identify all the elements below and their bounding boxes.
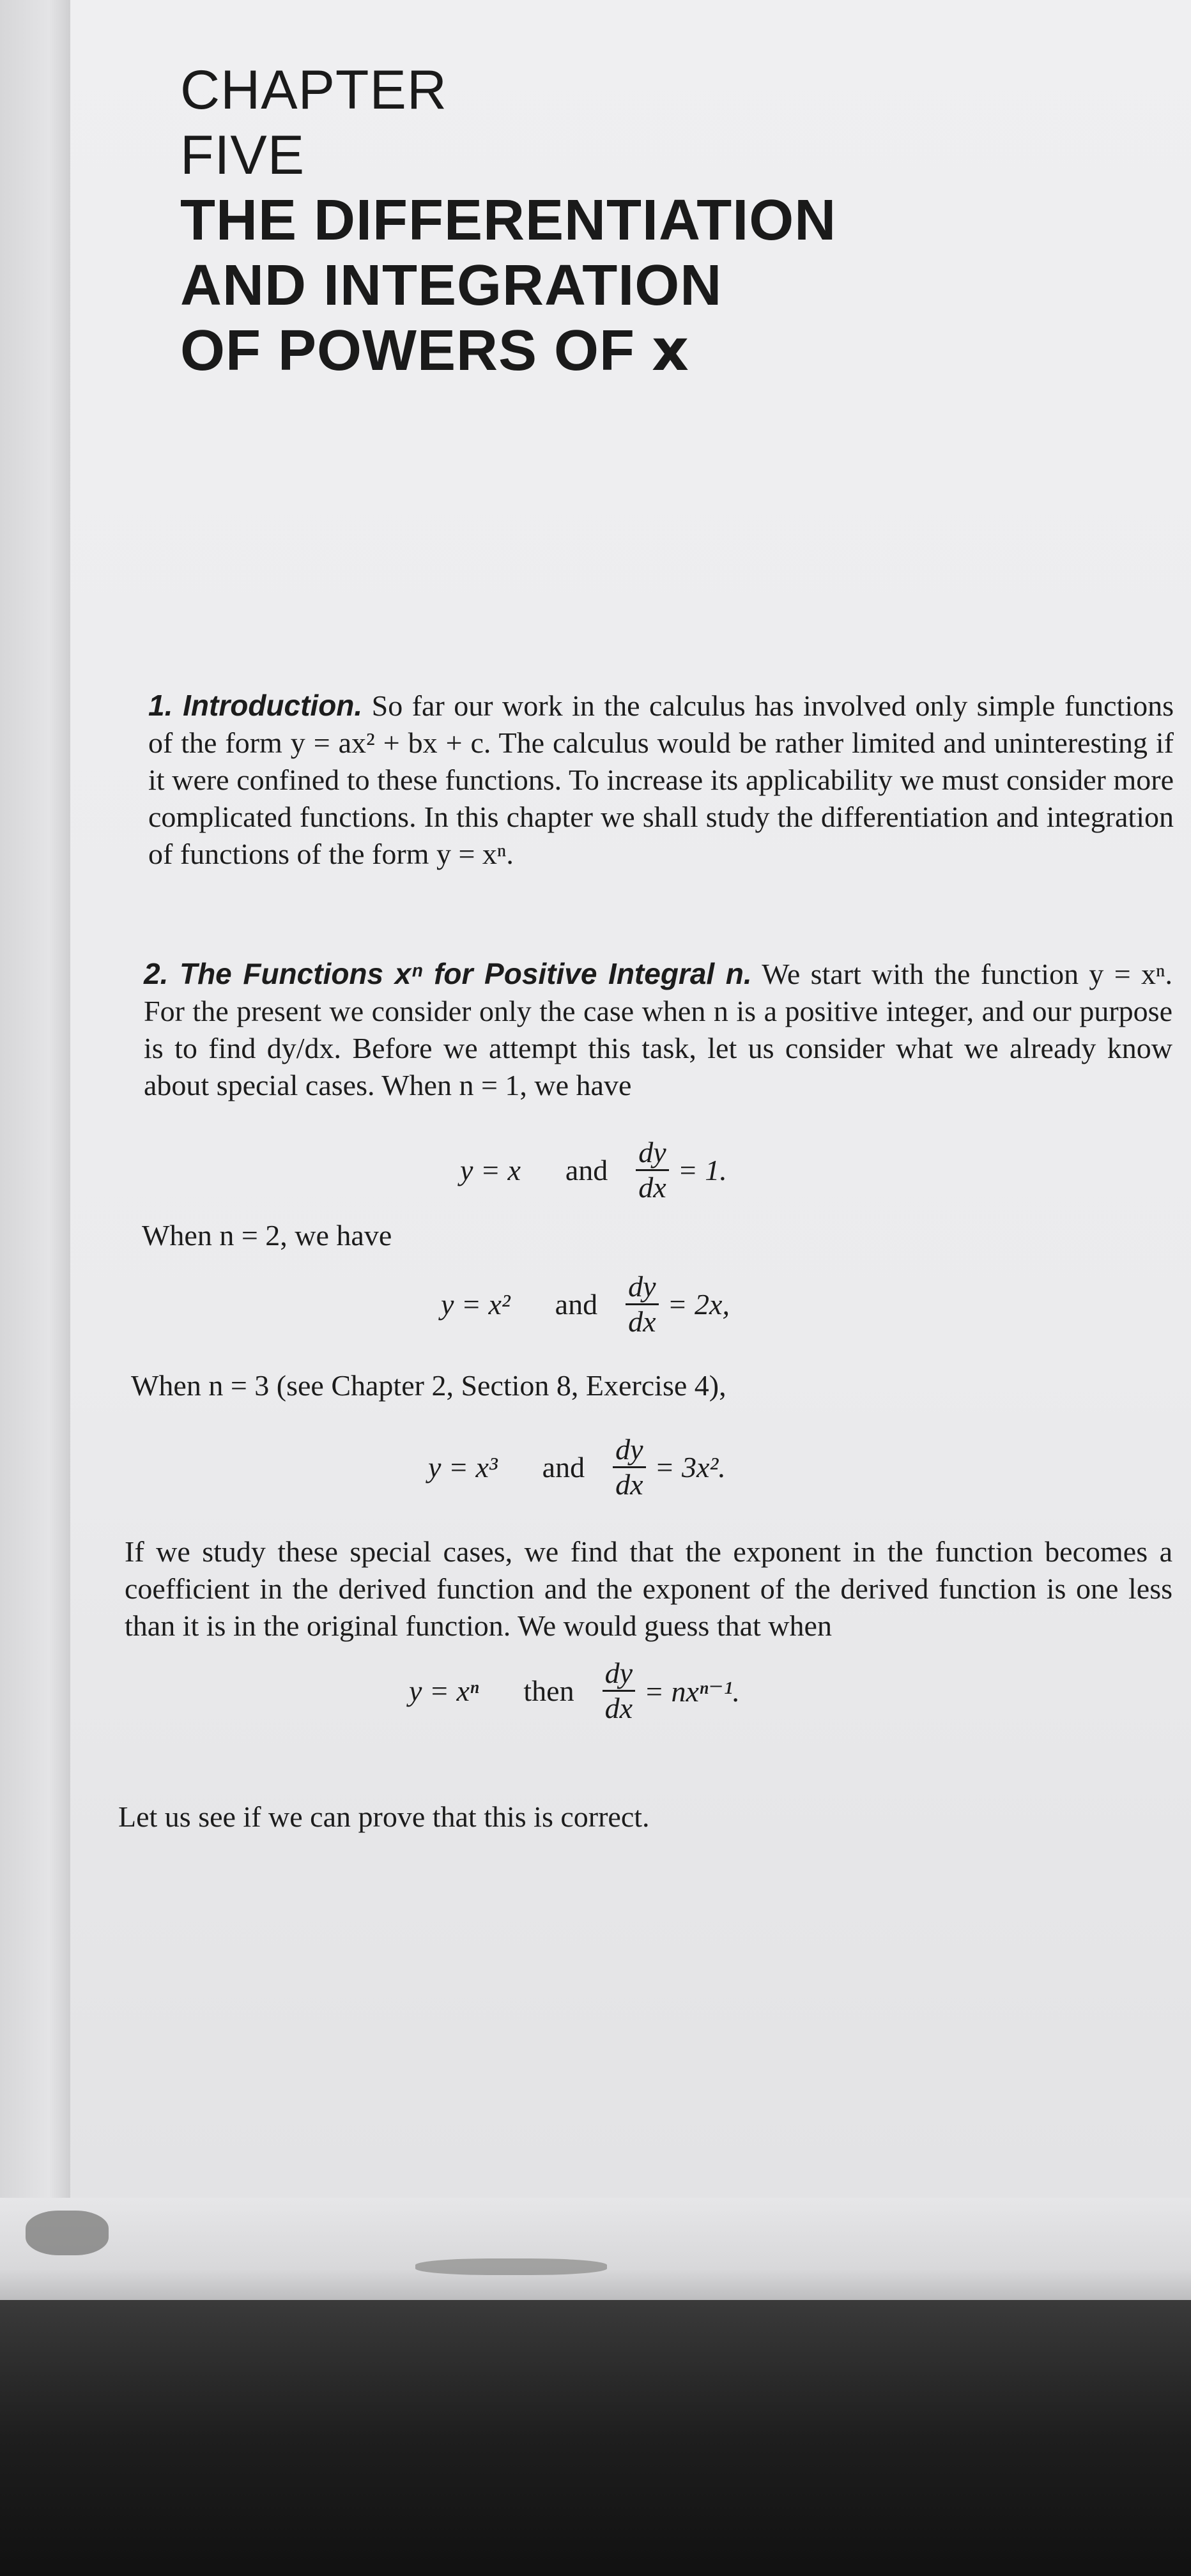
text-special-cases: If we study these special cases, we find that the exponent in the function becomes a coefficient in the derived function and the exponent of the derived function is one less than it is in the original function. We would guess that when <box>125 1535 1172 1642</box>
fraction-denominator: dx <box>638 1171 666 1204</box>
equation-lhs: y = x² <box>441 1288 511 1321</box>
chapter-title-line-1: THE DIFFERENTIATION <box>180 188 837 252</box>
page-smudge-1 <box>26 2211 109 2255</box>
section-2-body: We start with the function y = xⁿ. For the present we consider only the case when n is a positive integer, and our purpose is to find dy/dx. Before we attempt this task, let us consider what we already know about special cases. When n = 1, we have <box>144 958 1172 1101</box>
fraction-denominator: dx <box>628 1305 656 1338</box>
text-prove: Let us see if we can prove that this is correct. <box>118 1800 650 1833</box>
fraction-numerator: dy <box>603 1658 635 1692</box>
equation-n1 <box>460 1137 727 1203</box>
derivative-fraction <box>613 1434 645 1500</box>
background-surface <box>0 2300 1191 2576</box>
equation-lhs: y = xⁿ <box>409 1675 479 1707</box>
equation-rhs: = 1. <box>677 1154 727 1186</box>
chapter-title-line-3-text: OF POWERS OF <box>180 319 636 383</box>
chapter-title-variable: x <box>652 317 690 384</box>
equation-n2 <box>441 1271 730 1337</box>
section-introduction <box>148 687 1174 873</box>
equation-connector: and <box>542 1451 585 1483</box>
fraction-numerator: dy <box>613 1434 645 1468</box>
equation-connector: and <box>565 1154 608 1186</box>
equation-general <box>409 1658 740 1724</box>
page-bottom-edge <box>0 2198 1191 2300</box>
derivative-fraction <box>626 1271 658 1337</box>
fraction-denominator: dx <box>615 1468 643 1501</box>
derivative-fraction <box>636 1137 668 1203</box>
equation-n3 <box>428 1434 726 1500</box>
text-when-n3: When n = 3 (see Chapter 2, Section 8, Exercise 4), <box>131 1369 726 1402</box>
chapter-heading <box>180 57 836 383</box>
chapter-number: FIVE <box>180 125 305 186</box>
chapter-title-line-3 <box>180 318 836 383</box>
derivative-fraction <box>603 1658 635 1724</box>
text-when-n2: When n = 2, we have <box>142 1219 392 1252</box>
equation-connector: then <box>523 1675 574 1707</box>
equation-lhs: y = x³ <box>428 1451 498 1483</box>
fraction-numerator: dy <box>626 1271 658 1305</box>
section-1-body: So far our work in the calculus has involved only simple functions of the form y = ax² + bx + c. The calculus would be rather limited and uninteresting if it were confined to these functions. To increase its applicability we must consider more complicated functions. In this chapter we shall study the differentiation and integration of functions of the form y = xⁿ. <box>148 689 1174 870</box>
fraction-denominator: dx <box>604 1692 633 1724</box>
equation-lhs: y = x <box>460 1154 521 1186</box>
section-functions-xn <box>144 955 1172 1104</box>
equation-rhs: = nxⁿ⁻¹. <box>644 1675 741 1708</box>
chapter-label: CHAPTER <box>180 59 447 121</box>
facing-page-edge <box>0 0 70 2300</box>
fraction-numerator: dy <box>636 1137 668 1171</box>
section-2-title: 2. The Functions xⁿ for Positive Integral n. <box>144 957 752 990</box>
equation-rhs: = 2x, <box>667 1288 730 1321</box>
page-smudge-2 <box>415 2258 607 2275</box>
chapter-title-line-2: AND INTEGRATION <box>180 254 723 318</box>
equation-connector: and <box>555 1288 598 1321</box>
section-1-title: 1. Introduction. <box>148 689 363 722</box>
equation-rhs: = 3x². <box>654 1451 726 1483</box>
